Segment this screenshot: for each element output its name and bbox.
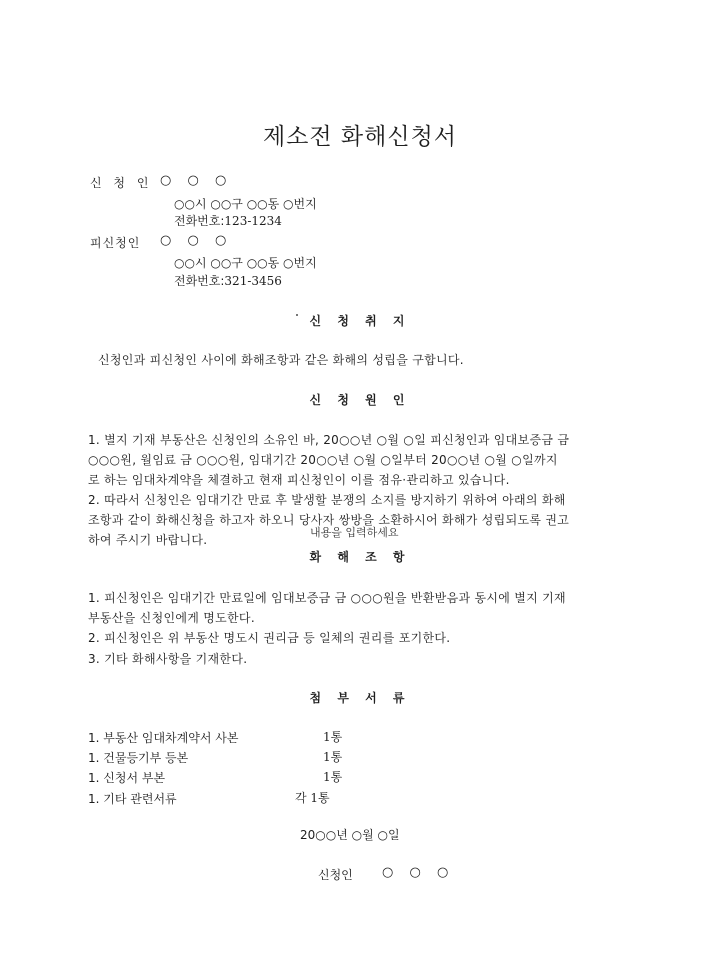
respondent-name: ○ ○ ○ bbox=[160, 233, 233, 248]
respondent-phone-number: 321-3456 bbox=[224, 274, 282, 288]
cause-line: ○○○원, 월임료 금 ○○○원, 임대기간 20○○년 ○월 ○일부터 20○○년 ○월 ○일까지 bbox=[88, 453, 558, 467]
attachment-item: 1. 건물등기부 등본 bbox=[88, 751, 189, 765]
respondent-phone-label: 전화번호: bbox=[174, 274, 225, 288]
content-placeholder-overlay[interactable]: 내용을 입력하세요 bbox=[310, 526, 399, 539]
cause-line: 하여 주시기 바랍니다. bbox=[88, 533, 208, 547]
document-title: 제소전 화해신청서 bbox=[262, 124, 458, 150]
attachment-qty: 1통 bbox=[323, 730, 343, 744]
attachment-item: 1. 신청서 부본 bbox=[88, 771, 166, 785]
cause-line: 로 하는 임대차계약을 체결하고 현재 피신청인이 이를 점유·관리하고 있습니다. bbox=[88, 473, 510, 487]
terms-line: 1. 피신청인은 임대기간 만료일에 임대보증금 금 ○○○원을 반환받음과 동시에 별지 기재 bbox=[88, 591, 566, 605]
attachment-item: 1. 부동산 임대차계약서 사본 bbox=[88, 731, 239, 745]
signature-name: ○ ○ ○ bbox=[382, 865, 455, 880]
cause-heading: 신 청 원 인 bbox=[309, 393, 411, 407]
applicant-phone bbox=[174, 212, 282, 229]
attachment-qty: 각 1통 bbox=[295, 791, 330, 805]
applicant-label: 신 청 인 bbox=[90, 176, 153, 190]
terms-line: 3. 기타 화해사항을 기재한다. bbox=[88, 652, 248, 666]
respondent-phone bbox=[174, 272, 282, 289]
attachment-item: 1. 기타 관련서류 bbox=[88, 792, 177, 806]
applicant-name: ○ ○ ○ bbox=[160, 173, 233, 188]
applicant-address: ○○시 ○○구 ○○동 ○번지 bbox=[174, 197, 317, 211]
attachment-qty: 1통 bbox=[323, 770, 343, 784]
terms-line: 부동산을 신청인에게 명도한다. bbox=[88, 611, 255, 625]
cause-line: 1. 별지 기재 부동산은 신청인의 소유인 바, 20○○년 ○월 ○일 피신청인과 임대보증금 금 bbox=[88, 433, 570, 447]
attachment-qty: 1통 bbox=[323, 750, 343, 764]
signature-label: 신청인 bbox=[318, 868, 353, 882]
terms-heading: 화 해 조 항 bbox=[309, 550, 411, 564]
purpose-text: 신청인과 피신청인 사이에 화해조항과 같은 화해의 성립을 구합니다. bbox=[98, 353, 464, 367]
applicant-phone-number: 123-1234 bbox=[224, 214, 282, 228]
respondent-address: ○○시 ○○구 ○○동 ○번지 bbox=[174, 256, 317, 270]
cause-line: 2. 따라서 신청인은 임대기간 만료 후 발생할 분쟁의 소지를 방지하기 위하여 아래의 화해 bbox=[88, 493, 566, 507]
terms-line: 2. 피신청인은 위 부동산 명도시 권리금 등 일체의 권리를 포기한다. bbox=[88, 631, 451, 645]
respondent-label: 피신청인 bbox=[90, 236, 141, 250]
applicant-phone-label: 전화번호: bbox=[174, 214, 225, 228]
attachments-heading: 첨 부 서 류 bbox=[309, 691, 411, 705]
purpose-heading: 신 청 취 지 bbox=[309, 314, 411, 328]
document-date: 20○○년 ○월 ○일 bbox=[300, 828, 400, 842]
cause-line: 조항과 같이 화해신청을 하고자 하오니 당사자 쌍방을 소환하시어 화해가 성립되도록 권고 bbox=[88, 513, 570, 527]
